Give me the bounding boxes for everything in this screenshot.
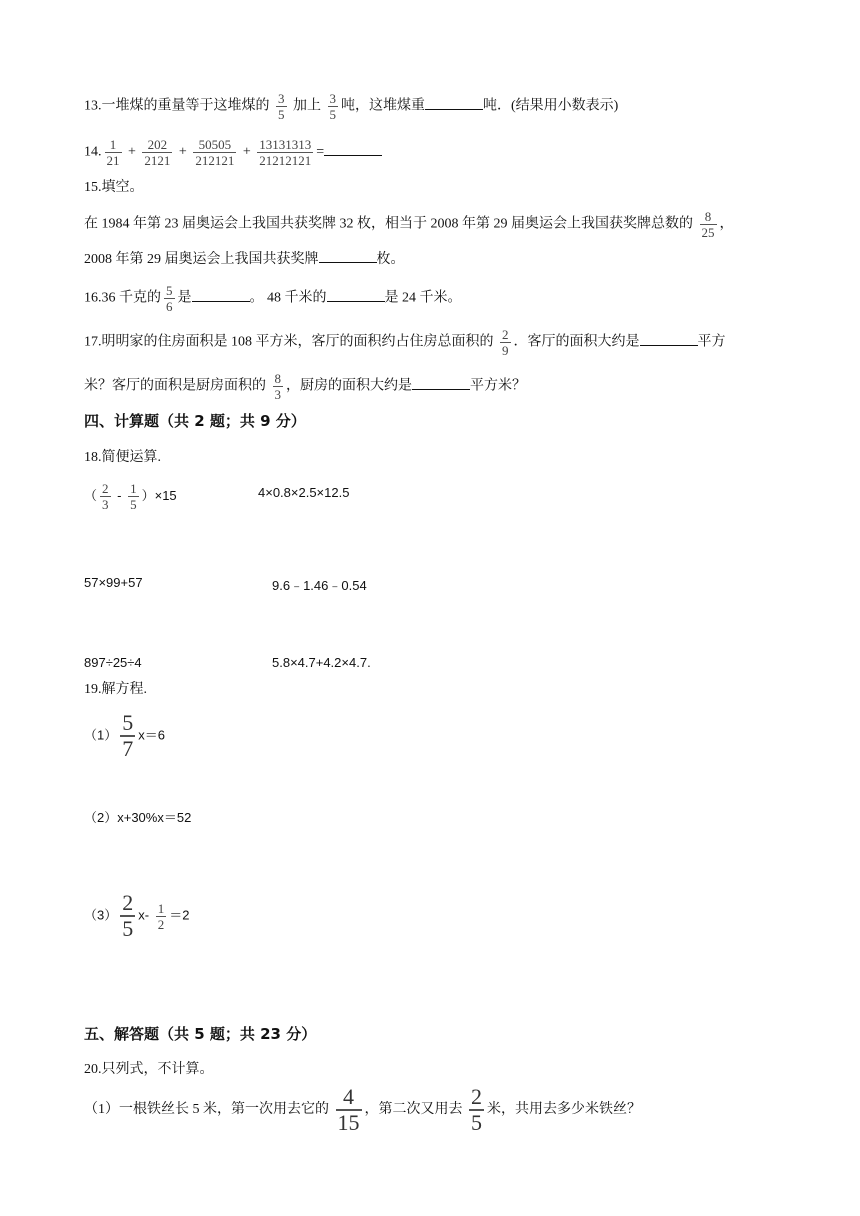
open-paren: （ <box>84 487 98 503</box>
q20-part-1 <box>84 1086 641 1134</box>
q14-answer-blank[interactable] <box>324 141 382 156</box>
numerator: 1 <box>130 481 137 496</box>
q19-eq3-fraction-1 <box>120 892 135 940</box>
equation-3-label: （3） <box>84 907 118 923</box>
equation-1-rest: x＝6 <box>138 727 165 743</box>
q18-fraction-1 <box>100 482 111 511</box>
denominator: 3 <box>102 497 109 512</box>
q17-answer-blank-2[interactable] <box>412 375 470 390</box>
numerator: 8 <box>704 209 712 224</box>
plus-sign: + <box>242 144 251 160</box>
q13-text-mid: 加上 <box>293 98 321 114</box>
denominator: 5 <box>471 1110 482 1135</box>
q19-eq1-fraction <box>120 712 135 760</box>
numerator: 2 <box>102 481 109 496</box>
q15-line-2 <box>84 248 405 270</box>
equation-1-label: （1） <box>84 727 118 743</box>
q15-line-1 <box>84 210 734 239</box>
equation-3-mid: x- <box>138 907 150 923</box>
question-13 <box>84 92 618 121</box>
q13-text-prefix: 13.一堆煤的重量等于这堆煤的 <box>84 98 270 114</box>
q18-expression-1 <box>84 482 177 511</box>
q17-line-1 <box>84 328 726 357</box>
q17-line1-text-c: 平方 <box>697 334 726 350</box>
q19-equation-1 <box>84 712 165 760</box>
q18-expression-6: 5.8×4.7+4.2×4.7. <box>272 655 371 670</box>
numerator: 2 <box>471 1084 482 1109</box>
q17-line2-text-a: 米？客厅的面积是厨房面积的 <box>84 378 266 394</box>
q19-equation-2: （2）x+30%x＝52 <box>84 810 192 825</box>
q13-text-suffix-b: 吨．(结果用小数表示) <box>483 98 619 114</box>
q13-fraction-2 <box>328 92 339 121</box>
numerator: 3 <box>329 91 336 106</box>
q14-fraction-4 <box>257 138 313 167</box>
q18-fraction-2 <box>128 482 139 511</box>
question-14 <box>84 138 382 167</box>
close-paren-times: ）×15 <box>141 487 177 503</box>
q16-fraction <box>164 284 175 313</box>
denominator: 7 <box>122 736 134 761</box>
q19-equation-3 <box>84 892 189 940</box>
numerator: 3 <box>278 91 285 106</box>
section-4-heading: 四、计算题（共 2 题；共 9 分） <box>84 412 306 430</box>
denominator: 2 <box>157 916 165 932</box>
q14-label: 14. <box>84 144 102 160</box>
numerator: 50505 <box>198 137 232 152</box>
q15-line2-text-b: 枚。 <box>376 252 405 267</box>
q16-text-b: 是 <box>177 290 192 306</box>
plus-sign: + <box>128 144 136 160</box>
q14-fraction-3 <box>193 138 236 167</box>
plus-sign: + <box>178 144 187 160</box>
q16-text-d: 是 24 千米。 <box>384 290 462 306</box>
equals-sign: = <box>316 144 325 160</box>
denominator: 21 <box>106 153 120 168</box>
denominator: 5 <box>329 107 336 122</box>
denominator: 6 <box>166 299 173 314</box>
q13-fraction-1 <box>276 92 287 121</box>
q16-answer-blank-2[interactable] <box>327 287 385 302</box>
q17-answer-blank-1[interactable] <box>640 331 698 346</box>
q17-line1-text-a: 17.明明家的住房面积是 108 平方米，客厅的面积约占住房总面积的 <box>84 334 494 350</box>
q16-text-c: 。 48 千米的 <box>249 290 327 306</box>
q19-eq3-fraction-2 <box>156 902 167 931</box>
q18-expression-2: 4×0.8×2.5×12.5 <box>258 485 350 500</box>
q19-title: 19.解方程. <box>84 682 147 697</box>
q15-line1-text: 在 1984 年第 23 届奥运会上我国共获奖牌 32 枚，相当于 2008 年第 29 届奥运会上我国获奖牌总数的 <box>84 216 693 232</box>
denominator: 5 <box>278 107 285 122</box>
q15-line1-end: ， <box>719 216 734 232</box>
q20-part1-text-a: （1）一根铁丝长 5 米，第一次用去它的 <box>84 1102 329 1118</box>
numerator: 13131313 <box>259 137 312 152</box>
q15-line2-text-a: 2008 年第 29 届奥运会上我国共获奖牌 <box>84 252 319 267</box>
q15-fraction <box>700 210 717 239</box>
q17-fraction-1 <box>500 328 511 357</box>
q14-fraction-2 <box>142 138 172 167</box>
denominator: 15 <box>337 1110 360 1135</box>
q18-title: 18.简便运算. <box>84 450 161 465</box>
numerator: 202 <box>147 137 168 152</box>
q13-answer-blank[interactable] <box>425 95 483 110</box>
q20-fraction-1 <box>336 1086 362 1134</box>
q20-part1-text-c: 米，共用去多少米铁丝？ <box>487 1102 641 1118</box>
numerator: 5 <box>122 710 134 735</box>
denominator: 2121 <box>144 153 171 168</box>
section-5-heading: 五、解答题（共 5 题；共 23 分） <box>84 1025 317 1043</box>
q18-expression-4: 9.6﹣1.46﹣0.54 <box>272 578 367 593</box>
numerator: 1 <box>109 137 117 152</box>
numerator: 4 <box>343 1084 354 1109</box>
q15-answer-blank[interactable] <box>319 248 377 263</box>
q17-fraction-2 <box>273 372 284 401</box>
denominator: 9 <box>502 343 509 358</box>
q20-fraction-2 <box>469 1086 484 1134</box>
q20-part1-text-b: ，第二次又用去 <box>364 1102 463 1118</box>
numerator: 2 <box>502 327 509 342</box>
q20-title: 20.只列式，不计算。 <box>84 1062 214 1077</box>
q17-line2-text-b: ，厨房的面积大约是 <box>286 378 412 394</box>
numerator: 2 <box>122 890 134 915</box>
q17-line-2 <box>84 372 526 401</box>
q18-expression-3: 57×99+57 <box>84 575 143 590</box>
minus-sign: - <box>117 487 122 503</box>
denominator: 5 <box>130 497 137 512</box>
numerator: 1 <box>157 900 165 916</box>
numerator: 8 <box>274 371 281 386</box>
q16-text-a: 16.36 千克的 <box>84 290 161 306</box>
denominator: 21212121 <box>259 153 312 168</box>
q14-fraction-1 <box>105 138 122 167</box>
question-16 <box>84 284 462 313</box>
denominator: 5 <box>122 916 134 941</box>
q16-answer-blank-1[interactable] <box>192 287 250 302</box>
q17-line2-text-c: 平方米？ <box>470 378 526 394</box>
numerator: 5 <box>166 283 173 298</box>
denominator: 212121 <box>195 153 235 168</box>
denominator: 25 <box>701 225 715 240</box>
q17-line1-text-b: ．客厅的面积大约是 <box>513 334 640 350</box>
equation-3-rest: ＝2 <box>169 907 190 923</box>
q18-expression-5: 897÷25÷4 <box>84 655 142 670</box>
q13-text-suffix-a: 吨，这堆煤重 <box>341 98 425 114</box>
q15-title: 15.填空。 <box>84 180 144 195</box>
denominator: 3 <box>274 387 281 402</box>
